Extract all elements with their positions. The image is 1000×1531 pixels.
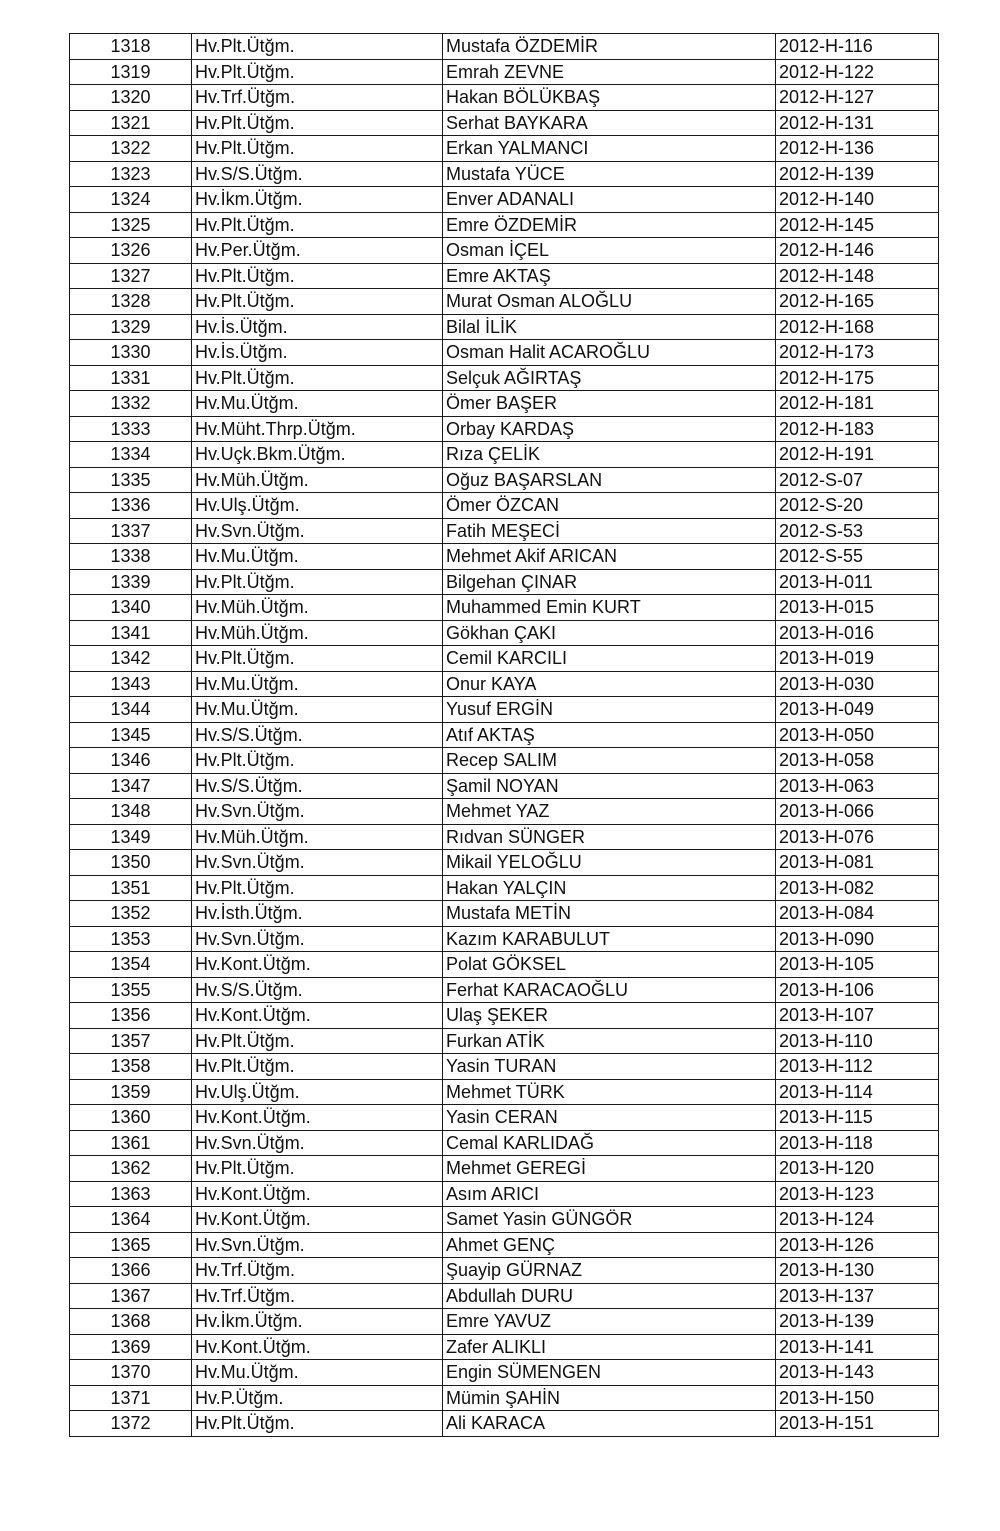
registry-code-cell: 2013-H-114 <box>776 1079 939 1105</box>
table-row <box>70 569 939 595</box>
table-row <box>70 1309 939 1335</box>
rank-cell: Hv.Plt.Ütğm. <box>192 1028 443 1054</box>
table-row <box>70 442 939 468</box>
rank-cell: Hv.Plt.Ütğm. <box>192 1054 443 1080</box>
rank-cell: Hv.Müht.Thrp.Ütğm. <box>192 416 443 442</box>
registry-code-cell: 2013-H-019 <box>776 646 939 672</box>
rank-cell: Hv.İs.Ütğm. <box>192 314 443 340</box>
row-number-cell: 1349 <box>70 824 192 850</box>
rank-cell: Hv.Müh.Ütğm. <box>192 620 443 646</box>
registry-code-cell: 2012-H-122 <box>776 59 939 85</box>
row-number-cell: 1372 <box>70 1411 192 1437</box>
registry-code-cell: 2013-H-120 <box>776 1156 939 1182</box>
name-cell: Yasin CERAN <box>443 1105 776 1131</box>
rank-cell: Hv.Svn.Ütğm. <box>192 1232 443 1258</box>
name-cell: Enver ADANALI <box>443 187 776 213</box>
row-number-cell: 1371 <box>70 1385 192 1411</box>
registry-code-cell: 2012-H-145 <box>776 212 939 238</box>
row-number-cell: 1323 <box>70 161 192 187</box>
row-number-cell: 1360 <box>70 1105 192 1131</box>
name-cell: Cemal KARLIDAĞ <box>443 1130 776 1156</box>
name-cell: Asım ARICI <box>443 1181 776 1207</box>
registry-code-cell: 2013-H-084 <box>776 901 939 927</box>
row-number-cell: 1353 <box>70 926 192 952</box>
row-number-cell: 1352 <box>70 901 192 927</box>
rank-cell: Hv.Kont.Ütğm. <box>192 1105 443 1131</box>
table-row <box>70 748 939 774</box>
row-number-cell: 1340 <box>70 595 192 621</box>
rank-cell: Hv.Kont.Ütğm. <box>192 1003 443 1029</box>
registry-code-cell: 2012-H-191 <box>776 442 939 468</box>
rank-cell: Hv.İs.Ütğm. <box>192 340 443 366</box>
name-cell: Şuayip GÜRNAZ <box>443 1258 776 1284</box>
rank-cell: Hv.Svn.Ütğm. <box>192 1130 443 1156</box>
registry-code-cell: 2013-H-151 <box>776 1411 939 1437</box>
registry-code-cell: 2013-H-115 <box>776 1105 939 1131</box>
name-cell: Bilgehan ÇINAR <box>443 569 776 595</box>
row-number-cell: 1367 <box>70 1283 192 1309</box>
name-cell: Osman İÇEL <box>443 238 776 264</box>
registry-code-cell: 2012-H-136 <box>776 136 939 162</box>
rank-cell: Hv.Trf.Ütğm. <box>192 1258 443 1284</box>
row-number-cell: 1335 <box>70 467 192 493</box>
table-row <box>70 59 939 85</box>
row-number-cell: 1342 <box>70 646 192 672</box>
rank-cell: Hv.Trf.Ütğm. <box>192 1283 443 1309</box>
table-row <box>70 136 939 162</box>
rank-cell: Hv.Müh.Ütğm. <box>192 467 443 493</box>
table-row <box>70 1283 939 1309</box>
name-cell: Emre ÖZDEMİR <box>443 212 776 238</box>
row-number-cell: 1358 <box>70 1054 192 1080</box>
row-number-cell: 1325 <box>70 212 192 238</box>
row-number-cell: 1326 <box>70 238 192 264</box>
table-row <box>70 799 939 825</box>
rank-cell: Hv.Mu.Ütğm. <box>192 391 443 417</box>
name-cell: Samet Yasin GÜNGÖR <box>443 1207 776 1233</box>
registry-code-cell: 2013-H-076 <box>776 824 939 850</box>
name-cell: Muhammed Emin KURT <box>443 595 776 621</box>
registry-code-cell: 2012-S-53 <box>776 518 939 544</box>
rank-cell: Hv.Svn.Ütğm. <box>192 799 443 825</box>
name-cell: Selçuk AĞIRTAŞ <box>443 365 776 391</box>
row-number-cell: 1356 <box>70 1003 192 1029</box>
registry-code-cell: 2012-S-20 <box>776 493 939 519</box>
row-number-cell: 1331 <box>70 365 192 391</box>
registry-code-cell: 2013-H-150 <box>776 1385 939 1411</box>
name-cell: Gökhan ÇAKI <box>443 620 776 646</box>
table-row <box>70 1028 939 1054</box>
rank-cell: Hv.Uçk.Bkm.Ütğm. <box>192 442 443 468</box>
personnel-table-body <box>70 34 939 1437</box>
name-cell: Mehmet GEREGİ <box>443 1156 776 1182</box>
rank-cell: Hv.Ulş.Ütğm. <box>192 493 443 519</box>
name-cell: Bilal İLİK <box>443 314 776 340</box>
row-number-cell: 1366 <box>70 1258 192 1284</box>
name-cell: Recep SALIM <box>443 748 776 774</box>
name-cell: Ferhat KARACAOĞLU <box>443 977 776 1003</box>
rank-cell: Hv.Mu.Ütğm. <box>192 697 443 723</box>
registry-code-cell: 2012-S-55 <box>776 544 939 570</box>
table-row <box>70 544 939 570</box>
row-number-cell: 1338 <box>70 544 192 570</box>
row-number-cell: 1370 <box>70 1360 192 1386</box>
name-cell: Atıf AKTAŞ <box>443 722 776 748</box>
table-row <box>70 875 939 901</box>
name-cell: Fatih MEŞECİ <box>443 518 776 544</box>
rank-cell: Hv.İsth.Ütğm. <box>192 901 443 927</box>
row-number-cell: 1329 <box>70 314 192 340</box>
rank-cell: Hv.Müh.Ütğm. <box>192 824 443 850</box>
name-cell: Hakan BÖLÜKBAŞ <box>443 85 776 111</box>
registry-code-cell: 2013-H-090 <box>776 926 939 952</box>
name-cell: Osman Halit ACAROĞLU <box>443 340 776 366</box>
row-number-cell: 1328 <box>70 289 192 315</box>
table-row <box>70 1334 939 1360</box>
name-cell: Orbay KARDAŞ <box>443 416 776 442</box>
registry-code-cell: 2013-H-105 <box>776 952 939 978</box>
row-number-cell: 1368 <box>70 1309 192 1335</box>
name-cell: Mikail YELOĞLU <box>443 850 776 876</box>
name-cell: Serhat BAYKARA <box>443 110 776 136</box>
rank-cell: Hv.Plt.Ütğm. <box>192 212 443 238</box>
row-number-cell: 1361 <box>70 1130 192 1156</box>
name-cell: Onur KAYA <box>443 671 776 697</box>
table-row <box>70 1054 939 1080</box>
name-cell: Yasin TURAN <box>443 1054 776 1080</box>
table-row <box>70 1232 939 1258</box>
table-row <box>70 110 939 136</box>
rank-cell: Hv.Kont.Ütğm. <box>192 1334 443 1360</box>
table-row <box>70 1258 939 1284</box>
rank-cell: Hv.Kont.Ütğm. <box>192 1181 443 1207</box>
rank-cell: Hv.Plt.Ütğm. <box>192 34 443 60</box>
table-row <box>70 1003 939 1029</box>
rank-cell: Hv.İkm.Ütğm. <box>192 1309 443 1335</box>
rank-cell: Hv.Plt.Ütğm. <box>192 748 443 774</box>
registry-code-cell: 2012-H-181 <box>776 391 939 417</box>
row-number-cell: 1350 <box>70 850 192 876</box>
name-cell: Emre AKTAŞ <box>443 263 776 289</box>
rank-cell: Hv.S/S.Ütğm. <box>192 722 443 748</box>
table-row <box>70 646 939 672</box>
row-number-cell: 1363 <box>70 1181 192 1207</box>
row-number-cell: 1343 <box>70 671 192 697</box>
table-row <box>70 34 939 60</box>
table-row <box>70 161 939 187</box>
row-number-cell: 1355 <box>70 977 192 1003</box>
row-number-cell: 1364 <box>70 1207 192 1233</box>
name-cell: Rıza ÇELİK <box>443 442 776 468</box>
rank-cell: Hv.Plt.Ütğm. <box>192 569 443 595</box>
name-cell: Rıdvan SÜNGER <box>443 824 776 850</box>
registry-code-cell: 2012-H-140 <box>776 187 939 213</box>
row-number-cell: 1319 <box>70 59 192 85</box>
registry-code-cell: 2013-H-143 <box>776 1360 939 1386</box>
registry-code-cell: 2013-H-141 <box>776 1334 939 1360</box>
table-row <box>70 824 939 850</box>
row-number-cell: 1351 <box>70 875 192 901</box>
registry-code-cell: 2013-H-139 <box>776 1309 939 1335</box>
rank-cell: Hv.Plt.Ütğm. <box>192 289 443 315</box>
registry-code-cell: 2013-H-015 <box>776 595 939 621</box>
table-row <box>70 1207 939 1233</box>
table-row <box>70 365 939 391</box>
rank-cell: Hv.Plt.Ütğm. <box>192 875 443 901</box>
rank-cell: Hv.Trf.Ütğm. <box>192 85 443 111</box>
row-number-cell: 1320 <box>70 85 192 111</box>
registry-code-cell: 2013-H-063 <box>776 773 939 799</box>
table-row <box>70 212 939 238</box>
rank-cell: Hv.Mu.Ütğm. <box>192 544 443 570</box>
name-cell: Erkan YALMANCI <box>443 136 776 162</box>
registry-code-cell: 2013-H-106 <box>776 977 939 1003</box>
row-number-cell: 1362 <box>70 1156 192 1182</box>
table-row <box>70 518 939 544</box>
name-cell: Mehmet TÜRK <box>443 1079 776 1105</box>
registry-code-cell: 2012-H-173 <box>776 340 939 366</box>
registry-code-cell: 2012-H-127 <box>776 85 939 111</box>
row-number-cell: 1332 <box>70 391 192 417</box>
table-row <box>70 1105 939 1131</box>
name-cell: Mustafa METİN <box>443 901 776 927</box>
row-number-cell: 1322 <box>70 136 192 162</box>
row-number-cell: 1347 <box>70 773 192 799</box>
row-number-cell: 1327 <box>70 263 192 289</box>
row-number-cell: 1346 <box>70 748 192 774</box>
registry-code-cell: 2013-H-016 <box>776 620 939 646</box>
registry-code-cell: 2013-H-107 <box>776 1003 939 1029</box>
name-cell: Emrah ZEVNE <box>443 59 776 85</box>
name-cell: Murat Osman ALOĞLU <box>443 289 776 315</box>
name-cell: Furkan ATİK <box>443 1028 776 1054</box>
name-cell: Kazım KARABULUT <box>443 926 776 952</box>
rank-cell: Hv.Plt.Ütğm. <box>192 110 443 136</box>
row-number-cell: 1344 <box>70 697 192 723</box>
row-number-cell: 1339 <box>70 569 192 595</box>
name-cell: Zafer ALIKLI <box>443 1334 776 1360</box>
registry-code-cell: 2012-H-139 <box>776 161 939 187</box>
rank-cell: Hv.Plt.Ütğm. <box>192 263 443 289</box>
personnel-table <box>69 33 939 1437</box>
row-number-cell: 1348 <box>70 799 192 825</box>
name-cell: Ahmet GENÇ <box>443 1232 776 1258</box>
row-number-cell: 1369 <box>70 1334 192 1360</box>
registry-code-cell: 2012-H-168 <box>776 314 939 340</box>
table-row <box>70 416 939 442</box>
row-number-cell: 1330 <box>70 340 192 366</box>
registry-code-cell: 2013-H-049 <box>776 697 939 723</box>
name-cell: Ulaş ŞEKER <box>443 1003 776 1029</box>
table-row <box>70 926 939 952</box>
name-cell: Şamil NOYAN <box>443 773 776 799</box>
table-row <box>70 1181 939 1207</box>
table-row <box>70 263 939 289</box>
table-row <box>70 238 939 264</box>
registry-code-cell: 2013-H-112 <box>776 1054 939 1080</box>
rank-cell: Hv.Ulş.Ütğm. <box>192 1079 443 1105</box>
name-cell: Oğuz BAŞARSLAN <box>443 467 776 493</box>
rank-cell: Hv.Svn.Ütğm. <box>192 926 443 952</box>
table-row <box>70 1156 939 1182</box>
row-number-cell: 1354 <box>70 952 192 978</box>
row-number-cell: 1333 <box>70 416 192 442</box>
rank-cell: Hv.Plt.Ütğm. <box>192 365 443 391</box>
row-number-cell: 1359 <box>70 1079 192 1105</box>
registry-code-cell: 2012-H-165 <box>776 289 939 315</box>
registry-code-cell: 2012-H-175 <box>776 365 939 391</box>
name-cell: Mustafa ÖZDEMİR <box>443 34 776 60</box>
table-row <box>70 467 939 493</box>
rank-cell: Hv.Kont.Ütğm. <box>192 1207 443 1233</box>
registry-code-cell: 2012-H-148 <box>776 263 939 289</box>
registry-code-cell: 2012-H-183 <box>776 416 939 442</box>
rank-cell: Hv.S/S.Ütğm. <box>192 773 443 799</box>
registry-code-cell: 2012-H-131 <box>776 110 939 136</box>
table-row <box>70 620 939 646</box>
table-row <box>70 952 939 978</box>
row-number-cell: 1345 <box>70 722 192 748</box>
table-row <box>70 1130 939 1156</box>
rank-cell: Hv.Müh.Ütğm. <box>192 595 443 621</box>
rank-cell: Hv.S/S.Ütğm. <box>192 977 443 1003</box>
row-number-cell: 1324 <box>70 187 192 213</box>
registry-code-cell: 2013-H-126 <box>776 1232 939 1258</box>
rank-cell: Hv.Mu.Ütğm. <box>192 1360 443 1386</box>
registry-code-cell: 2013-H-058 <box>776 748 939 774</box>
name-cell: Hakan YALÇIN <box>443 875 776 901</box>
registry-code-cell: 2013-H-082 <box>776 875 939 901</box>
row-number-cell: 1321 <box>70 110 192 136</box>
table-row <box>70 289 939 315</box>
name-cell: Engin SÜMENGEN <box>443 1360 776 1386</box>
registry-code-cell: 2013-H-050 <box>776 722 939 748</box>
rank-cell: Hv.Plt.Ütğm. <box>192 59 443 85</box>
name-cell: Ömer ÖZCAN <box>443 493 776 519</box>
table-row <box>70 595 939 621</box>
table-row <box>70 314 939 340</box>
registry-code-cell: 2012-H-116 <box>776 34 939 60</box>
registry-code-cell: 2013-H-011 <box>776 569 939 595</box>
rank-cell: Hv.Plt.Ütğm. <box>192 1411 443 1437</box>
name-cell: Yusuf ERGİN <box>443 697 776 723</box>
table-row <box>70 1385 939 1411</box>
rank-cell: Hv.Mu.Ütğm. <box>192 671 443 697</box>
rank-cell: Hv.Svn.Ütğm. <box>192 850 443 876</box>
row-number-cell: 1341 <box>70 620 192 646</box>
table-row <box>70 722 939 748</box>
table-row <box>70 850 939 876</box>
name-cell: Ömer BAŞER <box>443 391 776 417</box>
table-row <box>70 493 939 519</box>
table-row <box>70 1360 939 1386</box>
registry-code-cell: 2013-H-118 <box>776 1130 939 1156</box>
table-row <box>70 773 939 799</box>
registry-code-cell: 2013-H-124 <box>776 1207 939 1233</box>
row-number-cell: 1365 <box>70 1232 192 1258</box>
name-cell: Mehmet YAZ <box>443 799 776 825</box>
name-cell: Cemil KARCILI <box>443 646 776 672</box>
registry-code-cell: 2013-H-123 <box>776 1181 939 1207</box>
rank-cell: Hv.S/S.Ütğm. <box>192 161 443 187</box>
registry-code-cell: 2012-S-07 <box>776 467 939 493</box>
row-number-cell: 1357 <box>70 1028 192 1054</box>
table-row <box>70 187 939 213</box>
row-number-cell: 1334 <box>70 442 192 468</box>
rank-cell: Hv.Plt.Ütğm. <box>192 1156 443 1182</box>
table-row <box>70 85 939 111</box>
rank-cell: Hv.Plt.Ütğm. <box>192 646 443 672</box>
name-cell: Mehmet Akif ARICAN <box>443 544 776 570</box>
table-row <box>70 697 939 723</box>
name-cell: Mustafa YÜCE <box>443 161 776 187</box>
rank-cell: Hv.İkm.Ütğm. <box>192 187 443 213</box>
rank-cell: Hv.Svn.Ütğm. <box>192 518 443 544</box>
registry-code-cell: 2013-H-110 <box>776 1028 939 1054</box>
registry-code-cell: 2012-H-146 <box>776 238 939 264</box>
registry-code-cell: 2013-H-130 <box>776 1258 939 1284</box>
table-row <box>70 340 939 366</box>
registry-code-cell: 2013-H-081 <box>776 850 939 876</box>
table-row <box>70 977 939 1003</box>
name-cell: Emre YAVUZ <box>443 1309 776 1335</box>
row-number-cell: 1318 <box>70 34 192 60</box>
table-row <box>70 1411 939 1437</box>
registry-code-cell: 2013-H-066 <box>776 799 939 825</box>
rank-cell: Hv.Per.Ütğm. <box>192 238 443 264</box>
rank-cell: Hv.Kont.Ütğm. <box>192 952 443 978</box>
row-number-cell: 1336 <box>70 493 192 519</box>
rank-cell: Hv.P.Ütğm. <box>192 1385 443 1411</box>
name-cell: Abdullah DURU <box>443 1283 776 1309</box>
registry-code-cell: 2013-H-137 <box>776 1283 939 1309</box>
table-row <box>70 901 939 927</box>
row-number-cell: 1337 <box>70 518 192 544</box>
registry-code-cell: 2013-H-030 <box>776 671 939 697</box>
name-cell: Mümin ŞAHİN <box>443 1385 776 1411</box>
name-cell: Polat GÖKSEL <box>443 952 776 978</box>
table-row <box>70 671 939 697</box>
table-row <box>70 391 939 417</box>
name-cell: Ali KARACA <box>443 1411 776 1437</box>
table-row <box>70 1079 939 1105</box>
document-page <box>69 33 938 1437</box>
rank-cell: Hv.Plt.Ütğm. <box>192 136 443 162</box>
